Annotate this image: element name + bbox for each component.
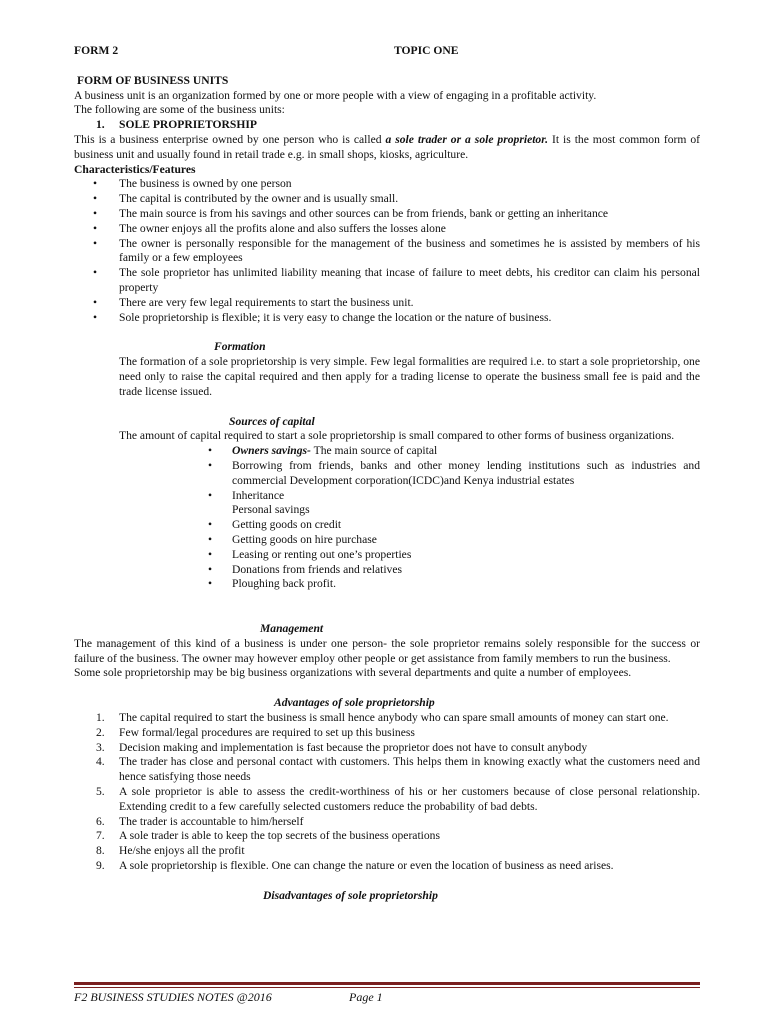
owners-savings-text: The main source of capital — [310, 444, 438, 458]
definition-text: This is a business enterprise owned by one person who is called — [74, 132, 386, 146]
list-item: • Borrowing from friends, banks and other money lending institutions such as industries and commercial Development corporation(ICDC)and Kenya industrial estates — [74, 459, 700, 489]
item-number: 7. — [96, 829, 105, 843]
list-item — [74, 755, 700, 785]
list-item — [74, 711, 700, 726]
list-item: • Getting goods on credit — [74, 518, 700, 533]
characteristics-heading: Characteristics/Features — [74, 162, 196, 176]
footer-title: F2 BUSINESS STUDIES NOTES @2016 — [74, 990, 272, 1004]
item-text: The trader has close and personal contact with customers. This helps them in knowing exactly what the customers need and hence satisfying those needs — [119, 755, 700, 784]
list-item: • Leasing or renting out one’s properties — [74, 548, 700, 563]
sources-list — [74, 444, 700, 592]
formation-heading: Formation — [214, 340, 266, 354]
sources-paragraph: The amount of capital required to start a sole proprietorship is small compared to other forms of business organizations. — [119, 429, 675, 443]
list-item: • Inheritance — [74, 489, 700, 504]
item-number: 4. — [96, 755, 105, 769]
list-item: • Sole proprietorship is flexible; it is very easy to change the location or the nature of business. — [74, 311, 700, 326]
intro-lead: The following are some of the business units: — [74, 103, 285, 117]
definition-paragraph — [74, 133, 700, 163]
item-number: 5. — [96, 785, 105, 799]
list-item: Personal savings — [232, 503, 310, 517]
list-item: • There are very few legal requirements to start the business unit. — [74, 296, 700, 311]
item-number: 6. — [96, 814, 105, 828]
item-text: The capital required to start the business is small hence anybody who can spare small amounts of money can start one. — [119, 711, 669, 725]
item-number: 2. — [96, 725, 105, 739]
intro-paragraph: A business unit is an organization formed by one or more people with a view of engaging in a profitable activity. — [74, 88, 597, 102]
item-number: 3. — [96, 740, 105, 754]
list-item — [74, 815, 700, 830]
list-item: • The owner is personally responsible for the management of the business and sometimes he is assisted by members of his family or a few employees — [74, 237, 700, 267]
footer-rule-thin — [74, 987, 700, 988]
item-text: A sole proprietorship is flexible. One can change the nature or even the location of business as need arises. — [119, 859, 614, 873]
list-item: • The main source is from his savings and other sources can be from friends, bank or getting an inheritance — [74, 207, 700, 222]
list-item: • The business is owned by one person — [74, 177, 700, 192]
section-heading-sole-proprietorship — [74, 118, 700, 133]
page-footer — [74, 990, 383, 1005]
list-item — [74, 785, 700, 815]
item-text: The trader is accountable to him/herself — [119, 814, 304, 828]
definition-emphasis: a sole trader or a sole proprietor. — [385, 132, 549, 146]
definition-text-rest: It is the most common form of business unit and usually found in retail trade e.g. in small shops, kiosks, agriculture. — [74, 132, 700, 161]
item-number: 8. — [96, 844, 105, 858]
formation-paragraph: The formation of a sole proprietorship is very simple. Few legal formalities are required i.e. to start a sole proprietorship, one need only to raise the capital required and then apply for a trading license to operate the business small fee is paid and the trade license issued. — [119, 355, 700, 398]
section-title: SOLE PROPRIETORSHIP — [119, 118, 257, 132]
form-label: FORM 2 — [74, 44, 119, 57]
item-text: A sole trader is able to keep the top secrets of the business operations — [119, 829, 440, 843]
item-text: He/she enjoys all the profit — [119, 844, 245, 858]
advantages-list — [74, 711, 700, 874]
item-text: Few formal/legal procedures are required to set up this business — [119, 725, 415, 739]
list-item — [74, 829, 700, 844]
management-paragraph: The management of this kind of a business is under one person- the sole proprietor remains solely responsible for the success or failure of the business. The owner may however employ other people or get assistance from family members to run the business. — [74, 636, 700, 665]
sources-heading: Sources of capital — [229, 414, 315, 428]
item-text: Decision making and implementation is fast because the proprietor does not have to consult anybody — [119, 740, 588, 754]
list-item: • Donations from friends and relatives — [74, 563, 700, 578]
list-item: • Ploughing back profit. — [74, 577, 700, 592]
list-item — [74, 844, 700, 859]
characteristics-list — [74, 177, 700, 325]
management-heading: Management — [260, 622, 324, 636]
page-header — [74, 44, 700, 59]
disadvantages-heading: Disadvantages of sole proprietorship — [263, 888, 438, 902]
list-item: • The capital is contributed by the owner and is usually small. — [74, 192, 700, 207]
list-item: • Getting goods on hire purchase — [74, 533, 700, 548]
page-number: Page 1 — [349, 990, 383, 1004]
owners-savings-label: Owners savings- — [232, 444, 311, 458]
document-title: FORM OF BUSINESS UNITS — [77, 73, 229, 87]
document-page — [74, 44, 700, 904]
item-text: A sole proprietor is able to assess the credit-worthiness of his or her customers because of close personal relationship. Extending credit to a few carefully selected customers reduce the probability of bad debts. — [119, 785, 700, 813]
advantages-heading: Advantages of sole proprietorship — [274, 696, 435, 710]
management-paragraph-2: Some sole proprietorship may be big business organizations with several departments and quite a number of employees. — [74, 666, 632, 680]
item-number: 9. — [96, 859, 105, 873]
list-item — [74, 444, 700, 459]
item-number: 1. — [96, 711, 105, 725]
footer-rule — [74, 982, 700, 985]
list-item — [74, 726, 700, 741]
list-item — [74, 741, 700, 756]
section-number: 1. — [96, 118, 105, 132]
topic-label: TOPIC ONE — [394, 44, 459, 57]
list-item: • The sole proprietor has unlimited liability meaning that incase of failure to meet debts, his creditor can claim his personal property — [74, 266, 700, 296]
list-item: • The owner enjoys all the profits alone and also suffers the losses alone — [74, 222, 700, 237]
list-item — [74, 859, 700, 874]
